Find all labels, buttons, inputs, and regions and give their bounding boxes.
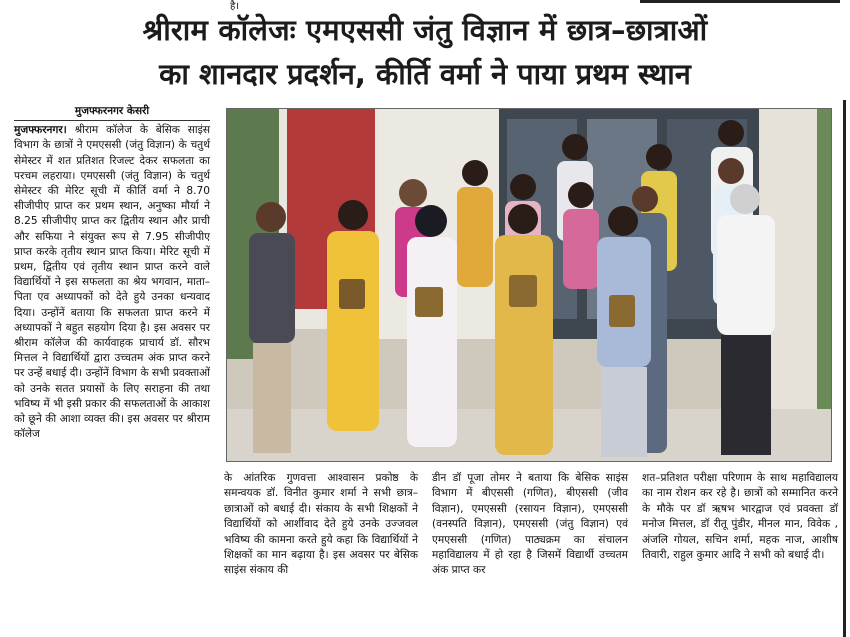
headline-line-2: का शानदार प्रदर्शन, कीर्ति वर्मा ने पाया प्रथम स्थान xyxy=(159,57,691,91)
column-3-body: डीन डॉ पूजा तोमर ने बताया कि बेसिक साइंस विभाग में बीएससी (गणित), बीएससी (जीव विज्ञान), एमएससी (रसायन विज्ञान), एमएससी (वनस्पति विज्ञान), एमएससी (जंतु विज्ञान) एवं एमएससी (गणित) पाठ्यक्रम का संचालन महाविद्यालय में हो रहा है जिसमें विद्यार्थी उच्चतम अंक प्राप्त कर xyxy=(432,472,628,577)
article-column-4 xyxy=(642,471,838,563)
article-column-2 xyxy=(224,471,418,579)
dateline: मुजफ्फरनगर। xyxy=(14,124,67,137)
headline-line-1: श्रीराम कॉलेजः एमएससी जंतु विज्ञान में छात्र–छात्राओं xyxy=(142,13,708,47)
column-2-body: के आंतरिक गुणवत्ता आश्वासन प्रकोष्ठ के समन्वयक डॉ. विनीत कुमार शर्मा ने सभी छात्र–छात्राओं को बधाई दी। संकाय के सभी शिक्षकों ने विद्यार्थियों को आर्शीवाद देते हुये उनके उज्जवल भविष्य की कामना करते हुये कहा कि विद्यार्थियों ने शिक्षकों का मान बढ़ाया है। इस अवसर पर बेसिक साइंस संकाय की xyxy=(224,472,418,577)
column-1-text xyxy=(14,123,210,442)
column-rule xyxy=(843,100,846,637)
byline: मुजफ्फरनगर केसरी xyxy=(14,104,210,121)
column-1-body: श्रीराम कॉलेज के बेसिक साइंस विभाग के छात्रों ने एमएससी (जंतु विज्ञान) के चतुर्थ सेमेस्टर में शत प्रतिशत रिजल्ट देकर सफलता का परचम लहराया। एमएससी (जंतु विज्ञान) के चतुर्थ सेमेस्टर की मेरिट सूची में कीर्ति वर्मा ने 8.70 सीजीपीए प्राप्त कर प्रथम स्थान, अनुष्का मौर्या ने 8.25 सीजीपीए प्राप्त कर द्वितीय स्थान और प्राची और सफिया ने संयुक्त रूप से 7.95 सीजीपीए प्राप्त करके तृतीय स्थान प्राप्त किया। मेरिट सूची में प्रथम, द्वितीय एवं तृतीय स्थान प्राप्त करने वाले विद्यार्थियों ने इस सफलता का श्रेय भगवान, माता–पिता एव अध्यापकों को देते हुये उनका धन्यवाद दिया। उन्होंनें बताया कि सफलता प्राप्त करने में अध्यापकों ने बहुत सहयोग दिया है। इस अवसर पर श्रीराम कॉलेज की कार्यवाहक प्राचार्य डॉ. सौरभ मित्तल ने विद्यार्थियों द्वारा उच्चतम अंक प्राप्त करने पर उन्हें बधाई दी। उन्होंनें विभाग के सभी प्रवक्ताओं को उनके सतत प्रयासों के लिए सराहना की तथा भविष्य में भी इसी प्रकार की सफलताओं के आकाश को छूने की आशा व्यक्त की। इस अवसर पर श्रीराम कॉलेज xyxy=(14,124,210,441)
article-column-1 xyxy=(14,104,210,442)
group-photo-illustration xyxy=(227,109,832,462)
article-column-3 xyxy=(432,471,628,579)
news-photo xyxy=(226,108,832,462)
top-fragment-text: है। xyxy=(230,1,240,12)
headline xyxy=(0,8,850,96)
top-rule xyxy=(640,0,840,3)
column-4-body: शत–प्रतिशत परीक्षा परिणाम के साथ महाविद्यालय का नाम रोशन कर रहे है। छात्रों को सम्मानित करने के मौके पर डॉ ऋषभ भारद्वाज एवं प्रवक्ता डॉ मनोज मित्तल, डॉ रीतू पुंडीर, मीनल मान, विवेक , अंजलि गोयल, सचिन शर्मा, महक नाज, आशीष तिवारी, राहुल कुमार आदि ने सभी को बधाई दी। xyxy=(642,472,838,562)
